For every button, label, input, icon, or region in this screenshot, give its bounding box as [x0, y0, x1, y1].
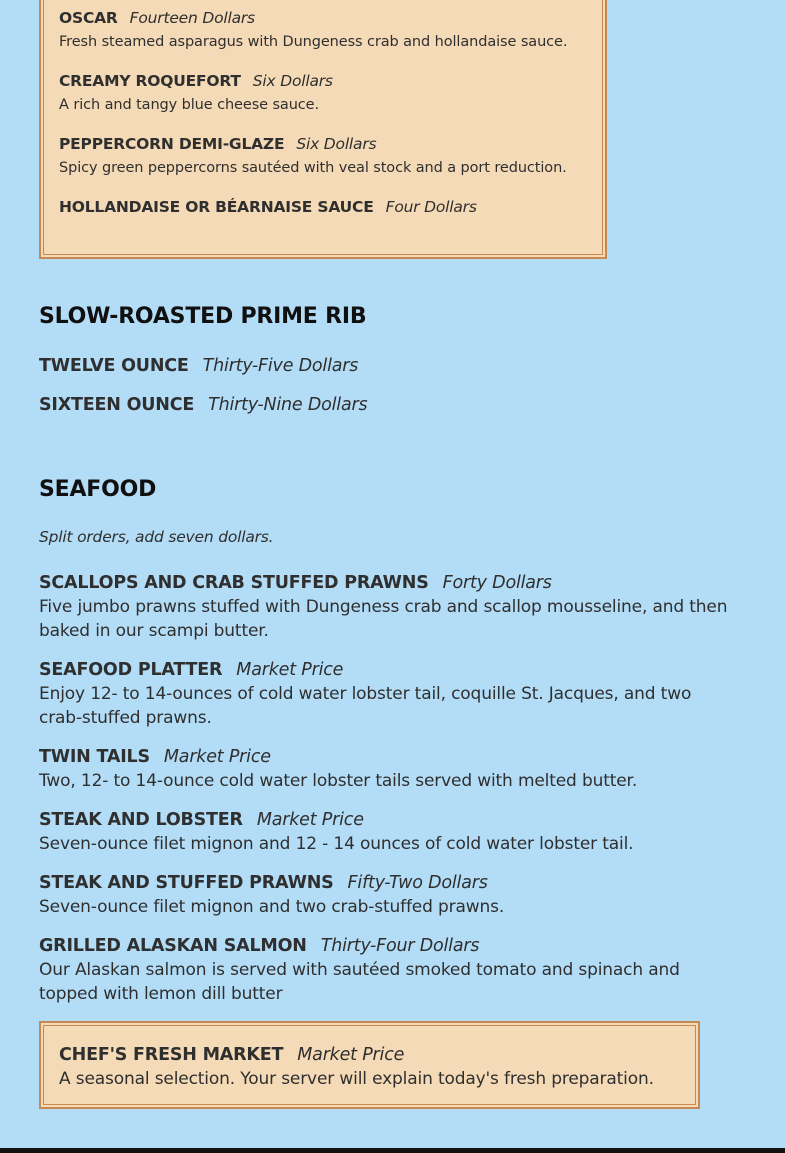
menu-item-chefs-fresh-market [59, 1043, 654, 1091]
item-name: GRILLED ALASKAN SALMON [39, 936, 307, 956]
sauce-addons-box [39, 0, 607, 259]
item-name: HOLLANDAISE OR BÉARNAISE SAUCE [59, 198, 374, 216]
item-price: Market Price [256, 810, 364, 830]
item-description: Enjoy 12- to 14-ounces of cold water lobster tail, coquille St. Jacques, and two crab-stuffed prawns. [39, 684, 692, 728]
item-price: Thirty-Nine Dollars [208, 395, 368, 415]
menu-item-creamy-roquefort [59, 71, 333, 115]
item-name: TWELVE OUNCE [39, 356, 189, 376]
item-name: TWIN TAILS [39, 747, 150, 767]
menu-item-grilled-alaskan-salmon [39, 934, 739, 1006]
item-price: Fourteen Dollars [129, 9, 255, 27]
menu-item-twelve-ounce [39, 355, 358, 377]
menu-item-seafood-platter [39, 658, 739, 730]
item-name: STEAK AND STUFFED PRAWNS [39, 873, 334, 893]
item-price: Six Dollars [296, 135, 377, 153]
item-price: Six Dollars [252, 72, 333, 90]
item-name: STEAK AND LOBSTER [39, 810, 243, 830]
item-description: A rich and tangy blue cheese sauce. [59, 97, 320, 113]
item-name: CHEF'S FRESH MARKET [59, 1045, 284, 1065]
item-price: Forty Dollars [442, 573, 552, 593]
item-name: CREAMY ROQUEFORT [59, 72, 241, 90]
section-note: Split orders, add seven dollars. [39, 528, 274, 546]
item-name: SCALLOPS AND CRAB STUFFED PRAWNS [39, 573, 429, 593]
item-price: Thirty-Four Dollars [320, 936, 480, 956]
item-price: Four Dollars [385, 198, 477, 216]
item-price: Market Price [236, 660, 344, 680]
menu-item-peppercorn-demi-glaze [59, 134, 567, 178]
item-name: SIXTEEN OUNCE [39, 395, 195, 415]
item-description: Seven-ounce filet mignon and two crab-stuffed prawns. [39, 897, 505, 917]
item-name: SEAFOOD PLATTER [39, 660, 223, 680]
item-name: PEPPERCORN DEMI-GLAZE [59, 135, 285, 153]
menu-item-sixteen-ounce [39, 394, 367, 416]
item-description: Five jumbo prawns stuffed with Dungeness crab and scallop mousseline, and then baked in our scampi butter. [39, 597, 728, 641]
item-description: Seven-ounce filet mignon and 12 - 14 ounces of cold water lobster tail. [39, 834, 634, 854]
menu-item-steak-and-stuffed-prawns [39, 871, 739, 919]
item-price: Thirty-Five Dollars [202, 356, 359, 376]
item-price: Market Price [163, 747, 271, 767]
page-bottom-bar [0, 1148, 785, 1153]
menu-item-scallops-crab-prawns [39, 571, 739, 643]
menu-item-twin-tails [39, 745, 739, 793]
item-description: Our Alaskan salmon is served with sautéed smoked tomato and spinach and topped with lemon dill butter [39, 960, 680, 1004]
item-name: OSCAR [59, 9, 118, 27]
item-description: Fresh steamed asparagus with Dungeness crab and hollandaise sauce. [59, 34, 568, 50]
section-heading-seafood: SEAFOOD [39, 477, 157, 502]
item-description: Two, 12- to 14-ounce cold water lobster tails served with melted butter. [39, 771, 638, 791]
menu-item-hollandaise-bearnaise [59, 197, 477, 217]
menu-item-oscar [59, 8, 567, 52]
section-heading-prime-rib: SLOW-ROASTED PRIME RIB [39, 304, 367, 329]
item-description: Spicy green peppercorns sautéed with veal stock and a port reduction. [59, 160, 567, 176]
item-price: Market Price [297, 1045, 405, 1065]
menu-item-steak-and-lobster [39, 808, 739, 856]
item-price: Fifty-Two Dollars [347, 873, 488, 893]
featured-item-box [39, 1021, 700, 1109]
item-description: A seasonal selection. Your server will explain today's fresh preparation. [59, 1069, 654, 1089]
